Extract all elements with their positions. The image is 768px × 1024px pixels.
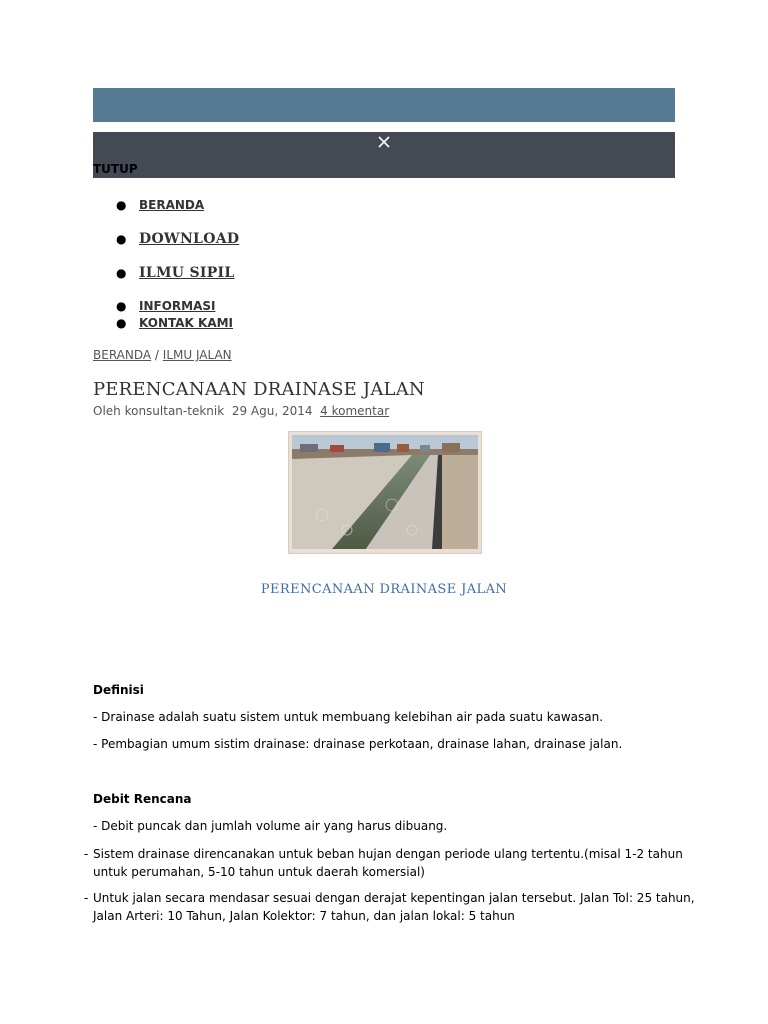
article-date: 29 Agu, 2014	[231, 404, 313, 418]
article-title: PERENCANAAN DRAINASE JALAN	[93, 379, 425, 400]
list-dash: -	[84, 891, 89, 905]
menu-link-beranda[interactable]: BERANDA	[139, 198, 205, 212]
list-dash: -	[84, 847, 89, 861]
debit-line-5: Jalan Arteri: 10 Tahun, Jalan Kolektor: 7 tahun, dan jalan lokal: 5 tahun	[93, 909, 515, 923]
debit-line-2: Sistem drainase direncanakan untuk beban hujan dengan periode ulang tertentu.(misal 1-2 tahun	[93, 847, 683, 861]
article-meta	[93, 404, 389, 418]
comments-link[interactable]: 4 komentar	[320, 404, 390, 418]
close-menu-label[interactable]: TUTUP	[93, 162, 138, 176]
bullet-icon: ●	[116, 266, 127, 280]
bullet-icon: ●	[116, 198, 127, 212]
definisi-line-1: - Drainase adalah suatu sistem untuk membuang kelebihan air pada suatu kawasan.	[93, 710, 604, 724]
header-bar	[93, 88, 675, 122]
menu-link-informasi[interactable]: INFORMASI	[139, 299, 216, 313]
bullet-icon: ●	[116, 316, 127, 330]
article-image	[288, 431, 482, 554]
drainage-canal-photo	[292, 435, 478, 549]
debit-line-3: untuk perumahan, 5-10 tahun untuk daerah komersial)	[93, 865, 425, 879]
menu-item-kontak-kami[interactable]	[116, 314, 233, 331]
article-author: Oleh konsultan-teknik	[93, 404, 225, 418]
image-caption: PERENCANAAN DRAINASE JALAN	[260, 582, 508, 597]
breadcrumb-home-link[interactable]: BERANDA	[93, 348, 152, 362]
menu-link-kontak-kami[interactable]: KONTAK KAMI	[139, 316, 234, 330]
menu-item-ilmu-sipil[interactable]	[116, 264, 235, 281]
menu-item-informasi[interactable]	[116, 297, 215, 314]
section-heading-debit-rencana: Debit Rencana	[93, 792, 192, 806]
close-icon[interactable]	[376, 134, 392, 150]
breadcrumb	[93, 348, 232, 362]
section-heading-definisi: Definisi	[93, 683, 144, 697]
menu-link-download[interactable]: DOWNLOAD	[139, 231, 240, 247]
debit-line-4: Untuk jalan secara mendasar sesuai dengan derajat kepentingan jalan tersebut. Jalan Tol: 25 tahun,	[93, 891, 695, 905]
debit-line-1: - Debit puncak dan jumlah volume air yang harus dibuang.	[93, 819, 448, 833]
menu-link-ilmu-sipil[interactable]: ILMU SIPIL	[139, 265, 235, 281]
breadcrumb-category-link[interactable]: ILMU JALAN	[162, 348, 232, 362]
bullet-icon: ●	[116, 299, 127, 313]
definisi-line-2: - Pembagian umum sistim drainase: drainase perkotaan, drainase lahan, drainase jalan.	[93, 737, 623, 751]
bullet-icon: ●	[116, 232, 127, 246]
breadcrumb-separator: /	[154, 348, 159, 362]
menu-item-beranda[interactable]	[116, 196, 204, 213]
menu-item-download[interactable]	[116, 230, 239, 247]
